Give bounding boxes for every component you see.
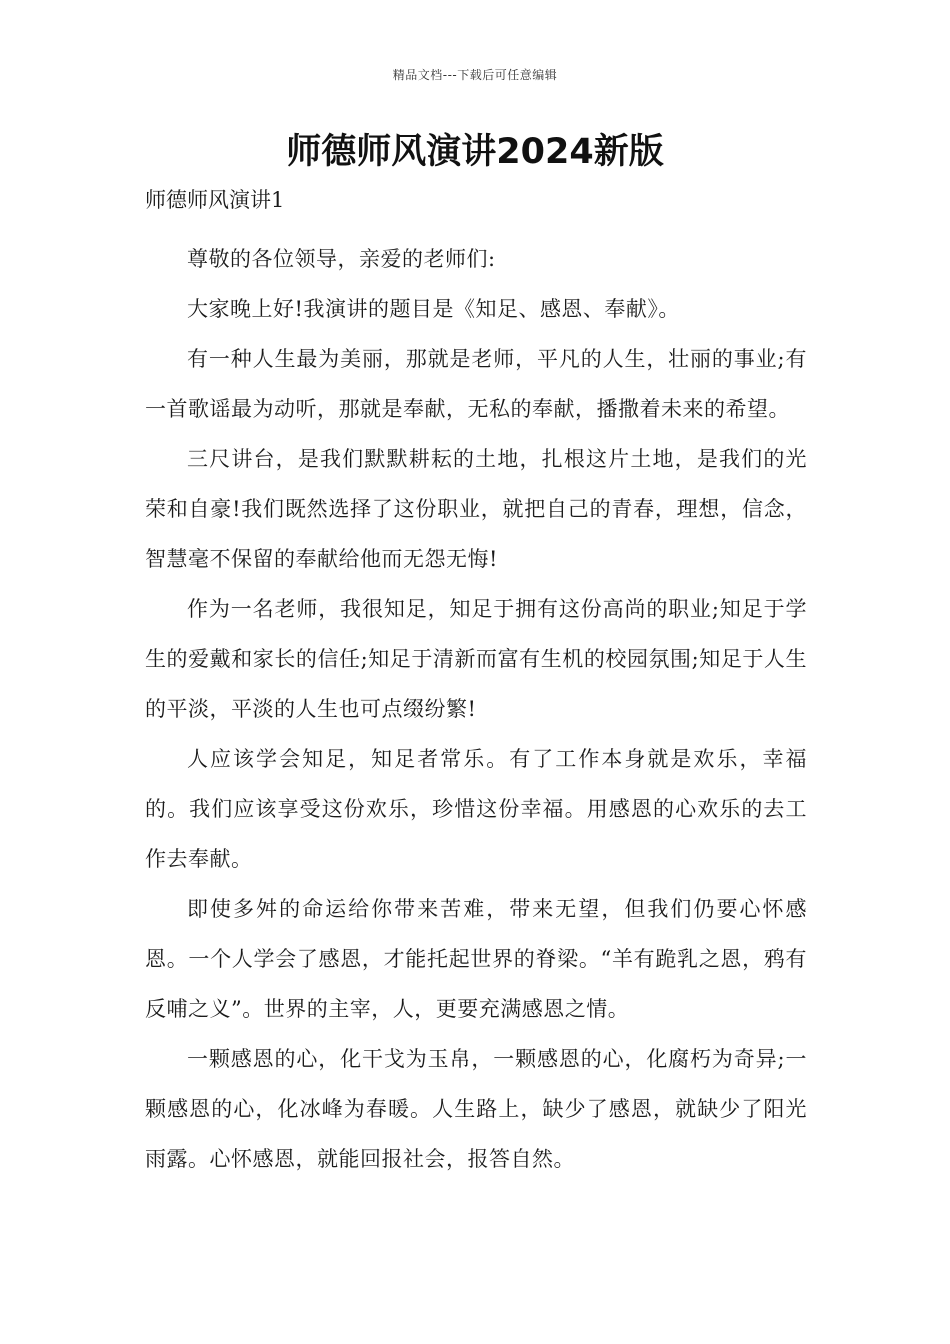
paragraph: 三尺讲台，是我们默默耕耘的土地，扎根这片土地，是我们的光荣和自豪!我们既然选择了这份职业，就把自己的青春，理想，信念，智慧毫不保留的奉献给他而无怨无悔!: [145, 447, 807, 571]
document-title: 师德师风演讲2024新版: [286, 132, 664, 172]
paragraph: 有一种人生最为美丽，那就是老师，平凡的人生，壮丽的事业;有一首歌谣最为动听，那就是奉献，无私的奉献，播撒着未来的希望。: [145, 347, 807, 421]
document-body: [145, 184, 807, 1184]
paragraph-intro: 大家晚上好!我演讲的题目是《知足、感恩、奉献》。: [187, 297, 680, 321]
paragraph: 即使多舛的命运给你带来苦难，带来无望，但我们仍要心怀感恩。一个人学会了感恩，才能托起世界的脊梁。“羊有跪乳之恩，鸦有反哺之义”。世界的主宰，人，更要充满感恩之情。: [145, 897, 807, 1021]
paragraph: 一颗感恩的心，化干戈为玉帛，一颗感恩的心，化腐朽为奇异;一颗感恩的心，化冰峰为春暖。人生路上，缺少了感恩，就缺少了阳光雨露。心怀感恩，就能回报社会，报答自然。: [145, 1047, 807, 1171]
paragraph: 作为一名老师，我很知足，知足于拥有这份高尚的职业;知足于学生的爱戴和家长的信任;知足于清新而富有生机的校园氛围;知足于人生的平淡，平淡的人生也可点缀纷繁!: [145, 597, 807, 721]
paragraph-greeting: 尊敬的各位领导，亲爱的老师们:: [187, 247, 496, 271]
section-label: 师德师风演讲1: [145, 188, 285, 212]
paragraph: 人应该学会知足，知足者常乐。有了工作本身就是欢乐，幸福的。我们应该享受这份欢乐，珍惜这份幸福。用感恩的心欢乐的去工作去奉献。: [145, 747, 807, 871]
header-note: 精品文档---下载后可任意编辑: [392, 68, 558, 82]
